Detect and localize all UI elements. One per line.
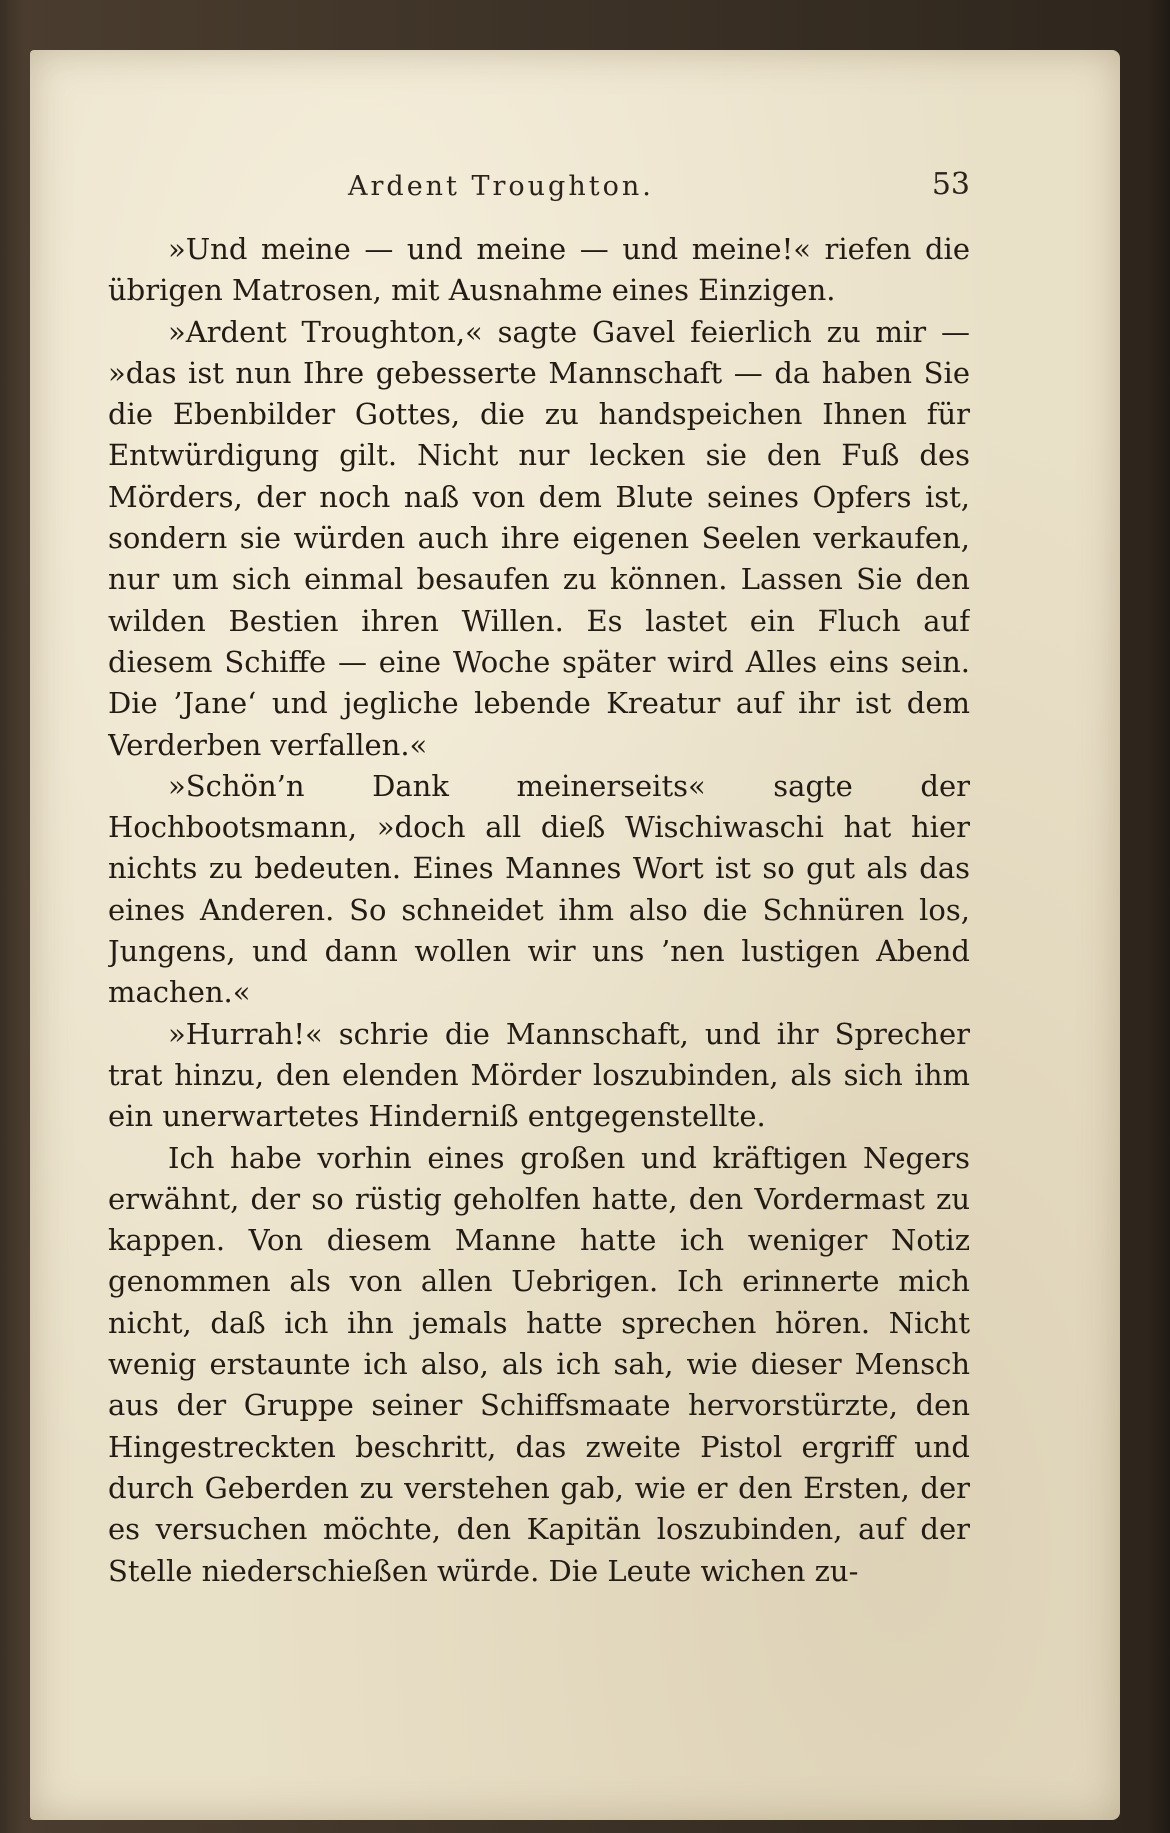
page-number: 53	[931, 167, 970, 202]
running-head	[108, 165, 970, 229]
book-page	[30, 50, 1120, 1820]
paragraph: »Ardent Troughton,« sagte Gavel feierlich zu mir — »das ist nun Ihre gebesserte Mannschaft — da haben Sie die Ebenbilder Gottes, die zu handspeichen Ihnen für Entwürdigung gilt. Nicht nur lecken sie den Fuß des Mörders, der noch naß von dem Blute seines Opfers ist, sondern sie würden auch ihre eigenen Seelen verkaufen, nur um sich einmal besaufen zu können. Lassen Sie den wilden Bestien ihren Willen. Es lastet ein Fluch auf diesem Schiffe — eine Woche später wird Alles eins sein. Die ’Jane‘ und jegliche lebende Kreatur auf ihr ist dem Verderben verfallen.«	[108, 314, 970, 762]
paragraph: Ich habe vorhin eines großen und kräftigen Negers erwähnt, der so rüstig geholfen hatte, den Vordermast zu kappen. Von diesem Manne hatte ich weniger Notiz genommen als von allen Uebrigen. Ich erinnerte mich nicht, daß ich ihn jemals hatte sprechen hören. Nicht wenig erstaunte ich also, als ich sah, wie dieser Mensch aus der Gruppe seiner Schiffsmaate hervorstürzte, den Hingestreckten beschritt, das zweite Pistol ergriff und durch Geberden zu verstehen gab, wie er den Ersten, der es versuchen möchte, den Kapitän loszubinden, auf der Stelle niederschießen würde. Die Leute wichen zu-	[108, 1140, 970, 1588]
running-title: Ardent Troughton.	[348, 171, 654, 202]
page-content	[108, 165, 970, 1705]
paragraph: »Hurrah!« schrie die Mannschaft, und ihr Sprecher trat hinzu, den elenden Mörder loszubinden, als sich ihm ein unerwartetes Hinderniß entgegenstellte.	[108, 1016, 970, 1134]
body-text	[108, 229, 970, 1592]
paragraph: »Und meine — und meine — und meine!« riefen die übrigen Matrosen, mit Ausnahme eines Einzigen.	[108, 232, 970, 308]
paragraph: »Schön’n Dank meinerseits« sagte der Hochbootsmann, »doch all dieß Wischiwaschi hat hier nichts zu bedeuten. Eines Mannes Wort ist so gut als das eines Anderen. So schneidet ihm also die Schnüren los, Jungens, und dann wollen wir uns ’nen lustigen Abend machen.«	[108, 768, 970, 1010]
